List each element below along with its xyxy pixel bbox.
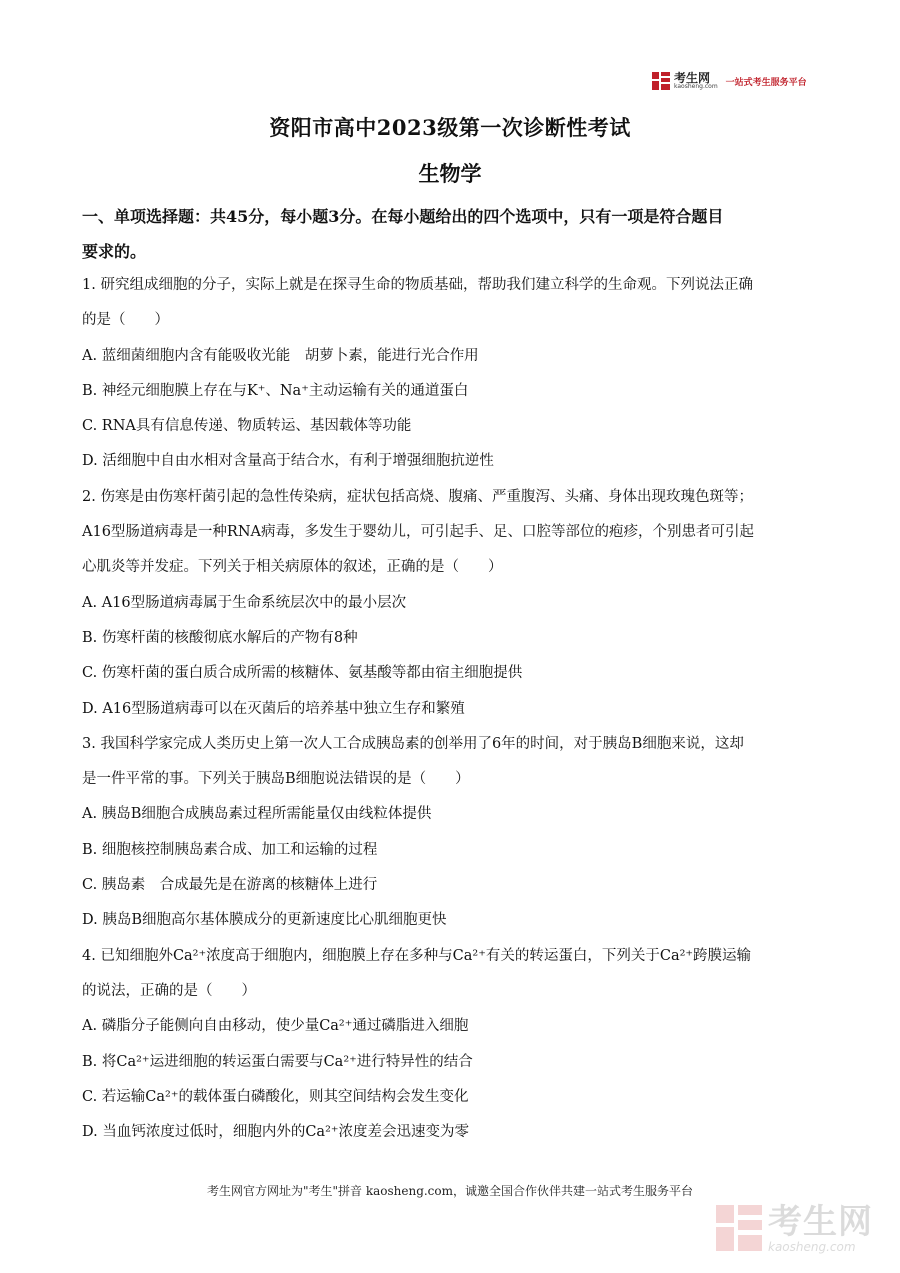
question-line: 心肌炎等并发症。下列关于相关病原体的叙述，正确的是（ ） <box>82 559 503 576</box>
option-line: B. 细胞核控制胰岛素合成、加工和运输的过程 <box>82 841 378 858</box>
question-line: 的说法，正确的是（ ） <box>82 982 256 999</box>
watermark-name: 考生网 <box>768 1202 873 1242</box>
section-heading-line: 一、单项选择题：共45分，每小题3分。在每小题给出的四个选项中，只有一项是符合题目 <box>82 207 724 226</box>
question-line: A16型肠道病毒是一种RNA病毒，多发生于婴幼儿，可引起手、足、口腔等部位的疱疹，个别患者可引起 <box>82 524 754 541</box>
question-line: 2. 伤寒是由伤寒杆菌引起的急性传染病，症状包括高烧、腹痛、严重腹泻、头痛、身体出现玫瑰色斑等； <box>82 488 753 505</box>
logo-name: 考生网 <box>674 71 711 85</box>
question-line: 3. 我国科学家完成人类历史上第一次人工合成胰岛素的创举用了6年的时间，对于胰岛B细胞来说，这却 <box>82 735 744 752</box>
option-line: A. A16型肠道病毒属于生命系统层次中的最小层次 <box>82 594 407 611</box>
option-line: B. 伤寒杆菌的核酸彻底水解后的产物有8种 <box>82 629 358 646</box>
option-line: D. 活细胞中自由水相对含量高于结合水，有利于增强细胞抗逆性 <box>82 453 494 470</box>
section-heading-line: 要求的。 <box>82 242 147 261</box>
option-line: B. 将Ca²⁺运进细胞的转运蛋白需要与Ca²⁺进行特异性的结合 <box>82 1053 473 1070</box>
option-line: A. 蓝细菌细胞内含有能吸收光能 胡萝卜素，能进行光合作用 <box>82 347 479 364</box>
header-logo <box>652 72 807 90</box>
option-line: D. A16型肠道病毒可以在灭菌后的培养基中独立生存和繁殖 <box>82 700 465 717</box>
question-line: 是一件平常的事。下列关于胰岛B细胞说法错误的是（ ） <box>82 771 470 788</box>
option-line: C. 若运输Ca²⁺的载体蛋白磷酸化，则其空间结构会发生变化 <box>82 1088 469 1105</box>
watermark-domain: kaosheng.com <box>768 1240 856 1254</box>
logo-slogan: 一站式考生服务平台 <box>725 77 807 88</box>
question-line: 4. 已知细胞外Ca²⁺浓度高于细胞内，细胞膜上存在多种与Ca²⁺有关的转运蛋白，下列关于Ca²⁺跨膜运输 <box>82 947 752 964</box>
exam-subject: 生物学 <box>418 161 482 186</box>
question-line: 1. 研究组成细胞的分子，实际上就是在探寻生命的物质基础，帮助我们建立科学的生命观。下列说法正确 <box>82 277 753 293</box>
footer-text: 考生网官方网址为"考生"拼音 kaosheng.com，诚邀全国合作伙伴共建一站式考生服务平台 <box>206 1184 694 1198</box>
kaosheng-logo-icon <box>652 72 670 90</box>
kaosheng-watermark-icon <box>716 1205 762 1251</box>
question-line: 的是（ ） <box>82 312 169 329</box>
watermark <box>716 1202 873 1254</box>
option-line: D. 胰岛B细胞高尔基体膜成分的更新速度比心肌细胞更快 <box>82 912 447 929</box>
option-line: C. 伤寒杆菌的蛋白质合成所需的核糖体、氨基酸等都由宿主细胞提供 <box>82 665 523 682</box>
question-content <box>82 268 822 1150</box>
option-line: D. 当血钙浓度过低时，细胞内外的Ca²⁺浓度差会迅速变为零 <box>82 1124 470 1141</box>
option-line: A. 磷脂分子能侧向自由移动，使少量Ca²⁺通过磷脂进入细胞 <box>82 1018 469 1035</box>
option-line: B. 神经元细胞膜上存在与K⁺、Na⁺主动运输有关的通道蛋白 <box>82 382 469 399</box>
exam-title: 资阳市高中2023级第一次诊断性考试 <box>269 115 631 140</box>
option-line: A. 胰岛B细胞合成胰岛素过程所需能量仅由线粒体提供 <box>82 806 432 823</box>
logo-domain: kaosheng.com <box>674 83 718 90</box>
option-line: C. 胰岛素 合成最先是在游离的核糖体上进行 <box>82 877 378 894</box>
section-heading <box>82 199 822 269</box>
option-line: C. RNA具有信息传递、物质转运、基因载体等功能 <box>82 418 412 435</box>
